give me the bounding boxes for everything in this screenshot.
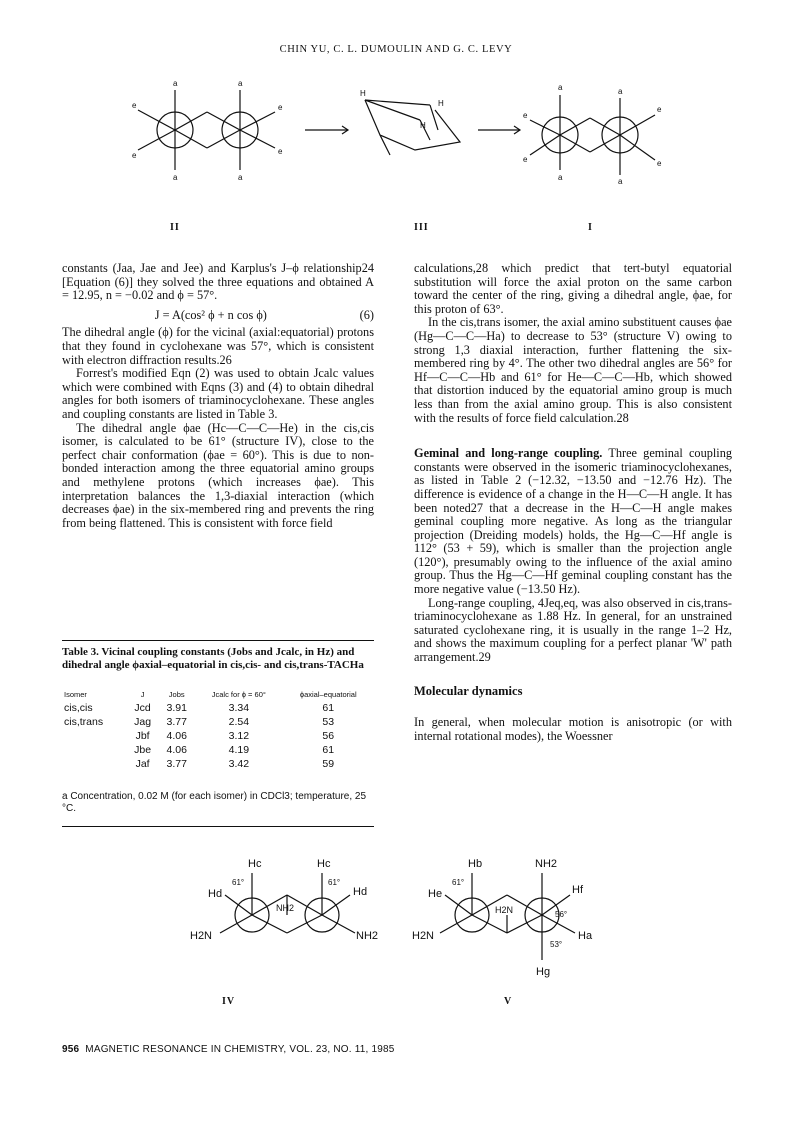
svg-text:a: a [618,177,623,186]
journal-citation: MAGNETIC RESONANCE IN CHEMISTRY, VOL. 23, NO. 11, 1985 [85,1044,395,1055]
table-cell: 4.19 [228,744,250,756]
equation-number: (6) [359,307,374,322]
table-3-caption: Table 3. Vicinal coupling constants (Jobs and Jcalc, in Hz) and dihedral angle ϕaxial–equatorial in cis,cis- and cis,trans-TACHa [62,646,364,671]
svg-text:Hc: Hc [248,858,262,870]
table-cell: cis,cis [64,702,93,714]
svg-text:a: a [238,79,243,88]
svg-text:Hf: Hf [572,884,583,896]
right-paragraph-2: In the cis,trans isomer, the axial amino substituent causes ϕae (Hg—C—C—Ha) to decrease to 53° (structure V) owing to strong 1,3 diaxial interaction, further flattening the six-membered ring by 4°. The other two dihedral angles are 56° for Hf—C—C—Hb and 61° for He—C—C—Hb, which showed that distortion induced by the equatorial amino group is much less than from the axial amino group. This is also consistent with the results of force field calculation.28 [414,315,732,425]
table-cell: 3.42 [228,758,250,770]
right-paragraph-5: In general, when molecular motion is anisotropic (or with internal rotational modes), the Woessner [414,715,732,743]
table-bottom-rule [62,826,374,827]
left-paragraph-1: constants (Jaa, Jae and Jee) and Karplus's J–ϕ relationship24 [Equation (6)] they solved the three equations and obtained A = 12.95, n = −0.02 and ϕ = 57°. [62,261,374,303]
table-header-cell: Jobs [168,690,185,699]
table-cell: 4.06 [166,730,187,742]
table-row [62,757,374,771]
table-cell: 4.06 [166,744,187,756]
svg-text:Hd: Hd [353,886,368,898]
svg-text:a: a [558,83,563,92]
table-cell: 3.34 [228,702,250,714]
svg-text:H2N: H2N [190,930,213,942]
svg-text:a: a [558,173,563,182]
svg-text:H: H [360,89,366,98]
svg-text:e: e [132,101,137,110]
svg-text:e: e [523,111,528,120]
table-cell [62,757,127,771]
structure-iii-label: III [414,222,429,233]
table-cell: Jcd [134,702,151,714]
table-header-cell: Jcalc for ϕ = 60° [211,690,266,699]
svg-text:NH2: NH2 [535,858,558,870]
svg-text:61°: 61° [328,878,341,887]
page-footer [62,1044,395,1055]
table-cell: 61 [322,702,335,714]
bottom-structures-figure [190,855,610,985]
table-cell: Jbe [134,744,152,756]
svg-text:NH2: NH2 [276,903,295,913]
table-cell: 61 [322,744,335,756]
svg-text:e: e [657,159,662,168]
svg-text:53°: 53° [550,940,563,949]
table-header-cell: ϕaxial–equatorial [299,690,357,699]
svg-text:H2N: H2N [495,905,514,915]
table-cell: Jbf [135,730,150,742]
table-cell: Jaf [135,758,150,770]
svg-text:Ha: Ha [578,930,593,942]
section-title-molecular-dynamics: Molecular dynamics [414,683,523,698]
svg-text:H: H [420,121,426,130]
svg-text:NH2: NH2 [356,930,379,942]
table-cell: 59 [322,758,335,770]
structure-i-drawing [530,95,655,175]
page-number: 956 [62,1044,80,1055]
geminal-text: Three geminal coupling constants were observed in the isomeric triaminocyclohexanes, as listed in Table 2 (−12.32, −13.50 and −12.76 Hz). The difference is evidence of a change in the H—C—H angle. It has been noted27 that a decrease in the H—C—H angle makes geminal coupling more negative. As long as the triangular projection (Dreiding models) holds, the Hg—C—Hf angle is 112° (53 + 59), which is smaller than the projection angle (120°), presumably owing to the influence of the axial amino group. Thus the Hg—C—Hf geminal coupling constant has the more negative value (−13.50 Hz). [414,446,732,597]
table-row [62,701,374,715]
running-head: CHIN YU, C. L. DUMOULIN AND G. C. LEVY [279,44,513,55]
table-cell: 3.12 [228,730,250,742]
left-paragraph-2: The dihedral angle (ϕ) for the vicinal (axial:equatorial) protons that they found in cyclohexane was 57°, which is consistent with electron diffraction results.26 [62,325,374,367]
svg-text:He: He [428,888,443,900]
svg-text:e: e [523,155,528,164]
right-paragraph-3 [414,447,732,597]
svg-text:Hb: Hb [468,858,483,870]
left-paragraph-3: Forrest's modified Eqn (2) was used to obtain Jcalc values which were combined with Eqns (3) and (4) to obtain dihedral angles for both isomers of triaminocyclohexane. These angles and coupling constants are listed in Table 3. [62,366,374,421]
table-cell: cis,trans [64,716,104,728]
right-paragraph-4: Long-range coupling, 4Jeq,eq, was also observed in cis,trans-triaminocyclohexane as 1.88 Hz. In general, for an unstrained saturated cyclohexane ring, it is usually in the range 1–2 Hz, and shows the maximum coupling for a perfect planar 'W' path arrangement.29 [414,595,732,665]
structure-ii-label: II [170,222,180,233]
structure-v-label: V [504,996,513,1007]
svg-text:61°: 61° [232,878,245,887]
table-cell: 3.77 [166,716,187,728]
top-structures-figure [120,70,680,220]
svg-text:e: e [278,147,283,156]
table-header-cell: Isomer [64,690,87,699]
right-paragraph-1: calculations,28 which predict that tert-butyl equatorial substitution will force the axial proton on the same carbon toward the center of the ring, giving a dihedral angle, ϕae, for this proton of 63°. [414,261,732,316]
structure-ii-drawing [138,90,275,170]
equation-6 [62,303,374,327]
structure-i-label: I [588,222,593,233]
geminal-heading: Geminal and long-range coupling. [414,446,603,461]
table-cell: 2.54 [228,716,250,728]
svg-text:e: e [657,105,662,114]
svg-text:H2N: H2N [412,930,435,942]
table-cell: 56 [322,730,335,742]
table-cell: Jag [134,716,152,728]
svg-text:Hg: Hg [536,966,551,978]
table-row [62,743,374,757]
svg-text:56°: 56° [555,910,568,919]
svg-text:a: a [238,173,243,182]
table-top-rule [62,640,374,641]
svg-text:61°: 61° [452,878,465,887]
table-cell [62,729,127,743]
svg-text:a: a [173,173,178,182]
table-header-cell: J [140,690,145,699]
table-cell [62,743,127,757]
table-3-footnote: a Concentration, 0.02 M (for each isomer) in CDCl3; temperature, 25 °C. [62,791,367,814]
table-row [62,729,374,743]
table-cell: 53 [322,716,335,728]
svg-text:Hd: Hd [208,888,223,900]
svg-text:Hc: Hc [317,858,331,870]
left-column [62,262,374,530]
left-paragraph-4: The dihedral angle ϕae (Hc—C—C—He) in the cis,cis isomer, is calculated to be 61° (structure IV), close to the perfect chair conformation (ϕae = 60°). This is due to non-bonded interaction among the three equatorial amino groups and methylene protons (which increases ϕae). This interpretation balances the 1,3-diaxial interaction (which decreases ϕae) in the six-membered ring and prevents the ring from being flattened. This is consistent with force field [62,420,374,530]
right-column [414,262,732,743]
svg-text:a: a [618,87,623,96]
table-3 [62,690,374,771]
svg-text:e: e [132,151,137,160]
svg-text:e: e [278,103,283,112]
table-header-row [62,690,374,701]
table-row [62,715,374,729]
equation-text: J = A(cos² ϕ + n cos ϕ) [154,307,267,322]
svg-text:a: a [173,79,178,88]
structure-iv-label: IV [222,996,236,1007]
structure-iii-drawing [365,100,460,155]
table-cell: 3.91 [166,702,187,714]
svg-text:H: H [438,99,444,108]
table-cell: 3.77 [166,758,187,770]
